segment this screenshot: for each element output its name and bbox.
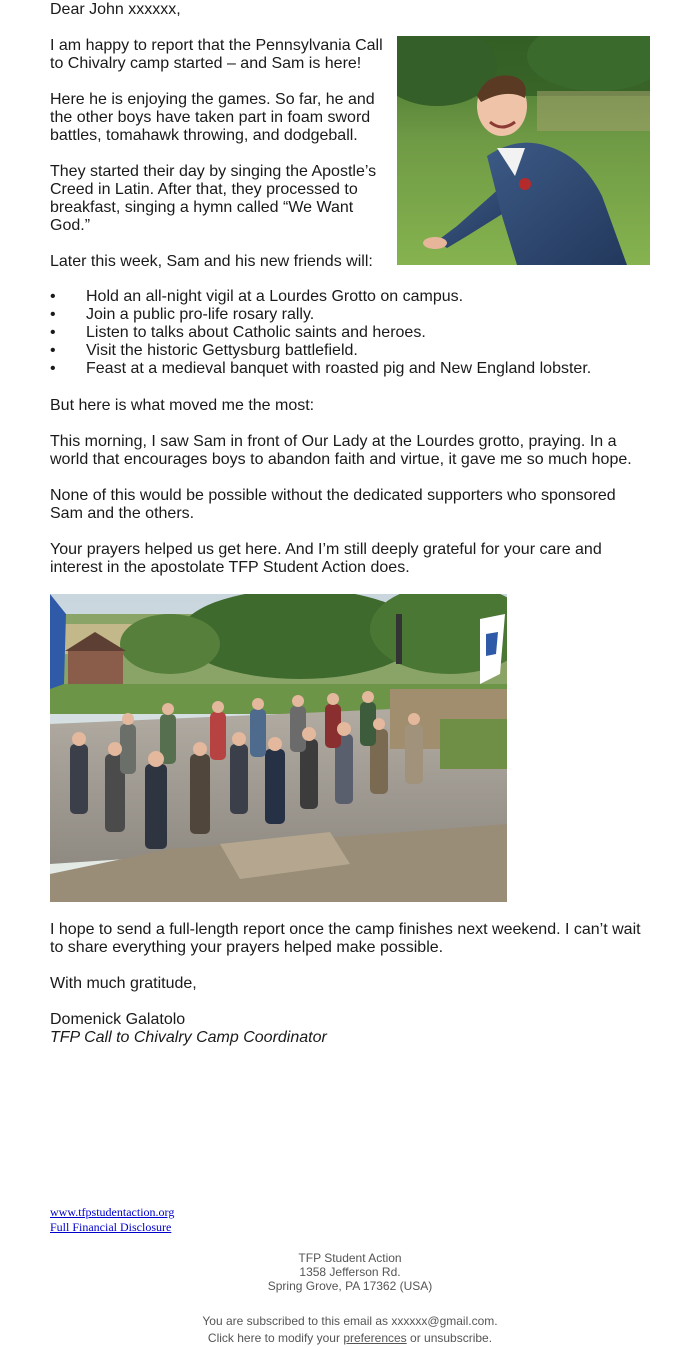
paragraph-supporters-line1: None of this would be possible without the dedicated supporters who sponsored — [50, 487, 616, 504]
list-item — [50, 306, 650, 324]
list-item — [50, 324, 650, 342]
paragraph-report-line2: to share everything your prayers helped make possible. — [50, 939, 444, 956]
list-item-text: Visit the historic Gettysburg battlefield. — [86, 342, 358, 359]
preferences-link[interactable]: preferences — [343, 1331, 407, 1345]
bullet-icon: • — [50, 342, 56, 359]
footer-links — [50, 1205, 174, 1235]
paragraph-games — [50, 91, 375, 145]
bullet-icon: • — [50, 360, 56, 377]
modify-line — [0, 1330, 700, 1347]
paragraph-supporters — [50, 487, 616, 523]
subscribed-text: You are subscribed to this email as xxxxxx@gmail.com. — [202, 1314, 498, 1328]
financial-disclosure-link[interactable]: Full Financial Disclosure — [50, 1220, 172, 1234]
paragraph-supporters-line2: Sam and the others. — [50, 505, 195, 522]
paragraph-report-line1: I hope to send a full-length report once the camp finishes next weekend. I can’t wait — [50, 921, 641, 938]
org-name: TFP Student Action — [298, 1251, 402, 1265]
paragraph-prayers-line1: Your prayers helped us get here. And I’m still deeply grateful for your care and — [50, 541, 602, 558]
bullet-icon: • — [50, 324, 56, 341]
paragraph-creed-line3: breakfast, singing a hymn called “We Want — [50, 199, 354, 216]
modify-prefix: Click here to modify your — [207, 1331, 344, 1345]
paragraph-later: Later this week, Sam and his new friends will: — [50, 253, 373, 270]
photo-sam-playing — [397, 36, 650, 265]
signer-name: Domenick Galatolo — [50, 1011, 186, 1028]
website-link[interactable]: www.tfpstudentaction.org — [50, 1205, 175, 1219]
paragraph-games-line1: Here he is enjoying the games. So far, he and — [50, 91, 375, 108]
paragraph-grotto-line2: world that encourages boys to abandon faith and virtue, it gave me so much hope. — [50, 451, 632, 468]
paragraph-prayers — [50, 541, 602, 577]
list-item — [50, 342, 650, 360]
paragraph-creed — [50, 163, 376, 235]
paragraph-intro-line1: I am happy to report that the Pennsylvania Call — [50, 37, 383, 54]
paragraph-games-line3: battles, tomahawk throwing, and dodgeball. — [50, 127, 358, 144]
paragraph-intro-line2: to Chivalry camp started – and Sam is here! — [50, 55, 362, 72]
bullet-icon: • — [50, 306, 56, 323]
list-item — [50, 360, 650, 378]
paragraph-report — [50, 921, 641, 957]
modify-suffix: or unsubscribe. — [406, 1331, 493, 1345]
photo-group-grotto — [50, 594, 507, 902]
paragraph-intro — [50, 37, 383, 73]
greeting: Dear John xxxxxx, — [50, 1, 181, 18]
paragraph-creed-line1: They started their day by singing the Apostle’s — [50, 163, 377, 180]
org-street: 1358 Jefferson Rd. — [299, 1265, 401, 1279]
closing: With much gratitude, — [50, 975, 197, 992]
activities-list — [50, 288, 650, 378]
paragraph-creed-line4: God.” — [50, 217, 91, 234]
list-item-text: Feast at a medieval banquet with roasted pig and New England lobster. — [86, 360, 592, 377]
bullet-icon: • — [50, 288, 56, 305]
paragraph-prayers-line2: interest in the apostolate TFP Student Action does. — [50, 559, 410, 576]
signer-title: TFP Call to Chivalry Camp Coordinator — [50, 1029, 327, 1046]
paragraph-games-line2: the other boys have taken part in foam sword — [50, 109, 371, 126]
org-address — [0, 1251, 700, 1293]
list-item-text: Join a public pro-life rosary rally. — [86, 306, 315, 323]
paragraph-creed-line2: Creed in Latin. After that, they processed to — [50, 181, 358, 198]
signature — [50, 1011, 327, 1047]
list-item-text: Hold an all-night vigil at a Lourdes Grotto on campus. — [86, 288, 464, 305]
paragraph-grotto-line1: This morning, I saw Sam in front of Our Lady at the Lourdes grotto, praying. In a — [50, 433, 617, 450]
list-item — [50, 288, 650, 306]
subscription-notice — [0, 1313, 700, 1347]
paragraph-grotto — [50, 433, 632, 469]
org-city: Spring Grove, PA 17362 (USA) — [267, 1279, 433, 1293]
list-item-text: Listen to talks about Catholic saints and heroes. — [86, 324, 426, 341]
paragraph-moved: But here is what moved me the most: — [50, 397, 315, 414]
